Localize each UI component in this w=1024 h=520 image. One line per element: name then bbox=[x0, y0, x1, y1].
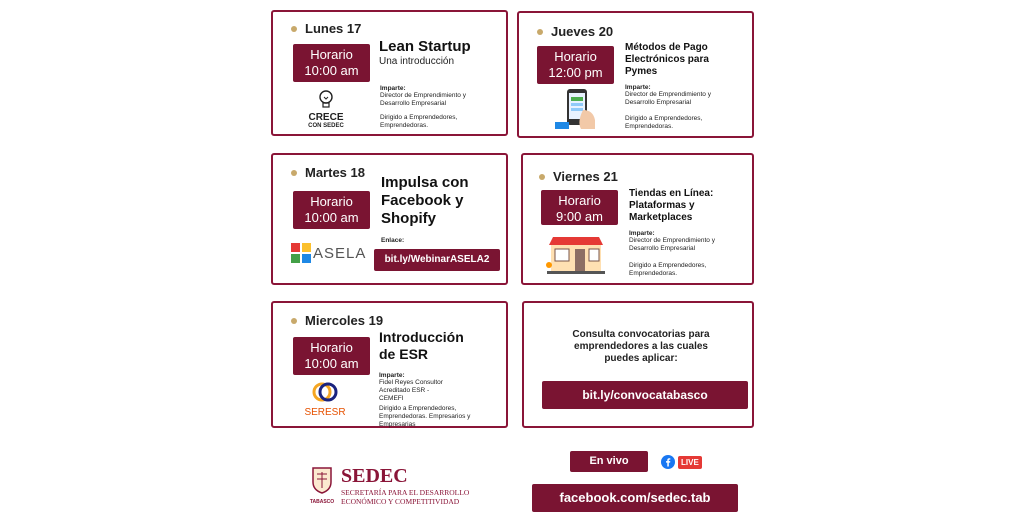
crece-logo: CRECE CON SEDEC bbox=[301, 90, 351, 130]
imparte-label: Imparte: bbox=[379, 372, 405, 379]
time-badge: Horario 10:00 am bbox=[293, 337, 370, 375]
bullet-dot bbox=[291, 170, 297, 176]
webinar-link-button[interactable]: bit.ly/WebinarASELA2 bbox=[374, 249, 500, 271]
bullet-dot bbox=[537, 29, 543, 35]
imparte-label: Imparte: bbox=[380, 85, 406, 92]
event-day: Viernes 21 bbox=[539, 169, 618, 184]
bullet-dot bbox=[291, 26, 297, 32]
event-day: Miercoles 19 bbox=[291, 313, 383, 328]
event-title: Lean Startup bbox=[379, 38, 471, 55]
time-badge: Horario 9:00 am bbox=[541, 190, 618, 225]
event-title: Tiendas en Línea: Plataformas y Marketplaces bbox=[629, 188, 714, 223]
facebook-link-button[interactable]: facebook.com/sedec.tab bbox=[532, 484, 738, 512]
imparte-text: Director de Emprendimiento y Desarrollo Empresarial bbox=[629, 237, 715, 252]
tabasco-emblem: TABASCO bbox=[309, 466, 335, 505]
event-card-martes bbox=[271, 153, 508, 285]
shield-icon bbox=[311, 466, 333, 494]
time-badge: Horario 12:00 pm bbox=[537, 46, 614, 84]
bullet-dot bbox=[539, 174, 545, 180]
convocatorias-text: Consulta convocatorias para emprendedores a las cuales puedes aplicar: bbox=[572, 329, 710, 364]
storefront-icon bbox=[545, 235, 607, 275]
event-card-viernes bbox=[521, 153, 754, 285]
imparte-text: Fidel Reyes Consultor Acreditado ESR - CEMEFI bbox=[379, 379, 443, 402]
event-day: Lunes 17 bbox=[291, 21, 361, 36]
event-card-miercoles bbox=[271, 301, 508, 428]
event-card-lunes bbox=[271, 10, 508, 136]
event-title: Impulsa con Facebook y Shopify bbox=[381, 174, 469, 227]
event-subtitle: Una introducción bbox=[379, 56, 455, 67]
en-vivo-badge: En vivo bbox=[570, 451, 648, 472]
event-day: Jueves 20 bbox=[537, 24, 613, 39]
dirigido-text: Dirigido a Emprendedores, Emprendedoras. Empresarios y Empresarias bbox=[379, 405, 471, 428]
facebook-icon bbox=[661, 455, 675, 469]
seresr-mark-icon bbox=[312, 381, 338, 403]
imparte-label: Imparte: bbox=[625, 84, 651, 91]
sedec-logo: TABASCO SEDEC SECRETARÍA PARA EL DESARROLLO ECONÓMICO Y COMPETITIVIDAD bbox=[309, 465, 470, 506]
asela-logo: ASELA bbox=[291, 243, 366, 263]
facebook-live-badge bbox=[661, 455, 702, 469]
live-label: LIVE bbox=[678, 456, 702, 469]
lightbulb-icon bbox=[318, 90, 334, 108]
event-title: Introducción de ESR bbox=[379, 329, 464, 362]
imparte-label: Imparte: bbox=[629, 230, 655, 237]
time-badge: Horario 10:00 am bbox=[293, 191, 370, 229]
dirigido-text: Dirigido a Emprendedores, Emprendedoras. bbox=[629, 262, 707, 277]
seresr-logo: SERESR bbox=[303, 381, 347, 418]
convocatorias-link-button[interactable]: bit.ly/convocatabasco bbox=[542, 381, 748, 409]
phone-payment-illustration bbox=[553, 88, 601, 135]
event-title: Métodos de Pago Electrónicos para Pymes bbox=[625, 42, 709, 77]
store-illustration bbox=[545, 235, 607, 280]
phone-icon bbox=[553, 88, 601, 130]
dirigido-text: Dirigido a Emprendedores, Emprendedoras. bbox=[380, 114, 458, 129]
imparte-text: Director de Emprendimiento y Desarrollo Empresarial bbox=[380, 92, 466, 107]
enlace-label: Enlace: bbox=[381, 237, 405, 244]
event-day: Martes 18 bbox=[291, 165, 365, 180]
bullet-dot bbox=[291, 318, 297, 324]
time-badge: Horario 10:00 am bbox=[293, 44, 370, 82]
imparte-text: Director de Emprendimiento y Desarrollo Empresarial bbox=[625, 91, 711, 106]
dirigido-text: Dirigido a Emprendedores, Emprendedoras. bbox=[625, 115, 703, 130]
event-card-jueves bbox=[517, 11, 754, 138]
asela-mark-icon bbox=[291, 243, 311, 263]
convocatorias-card bbox=[522, 301, 754, 428]
